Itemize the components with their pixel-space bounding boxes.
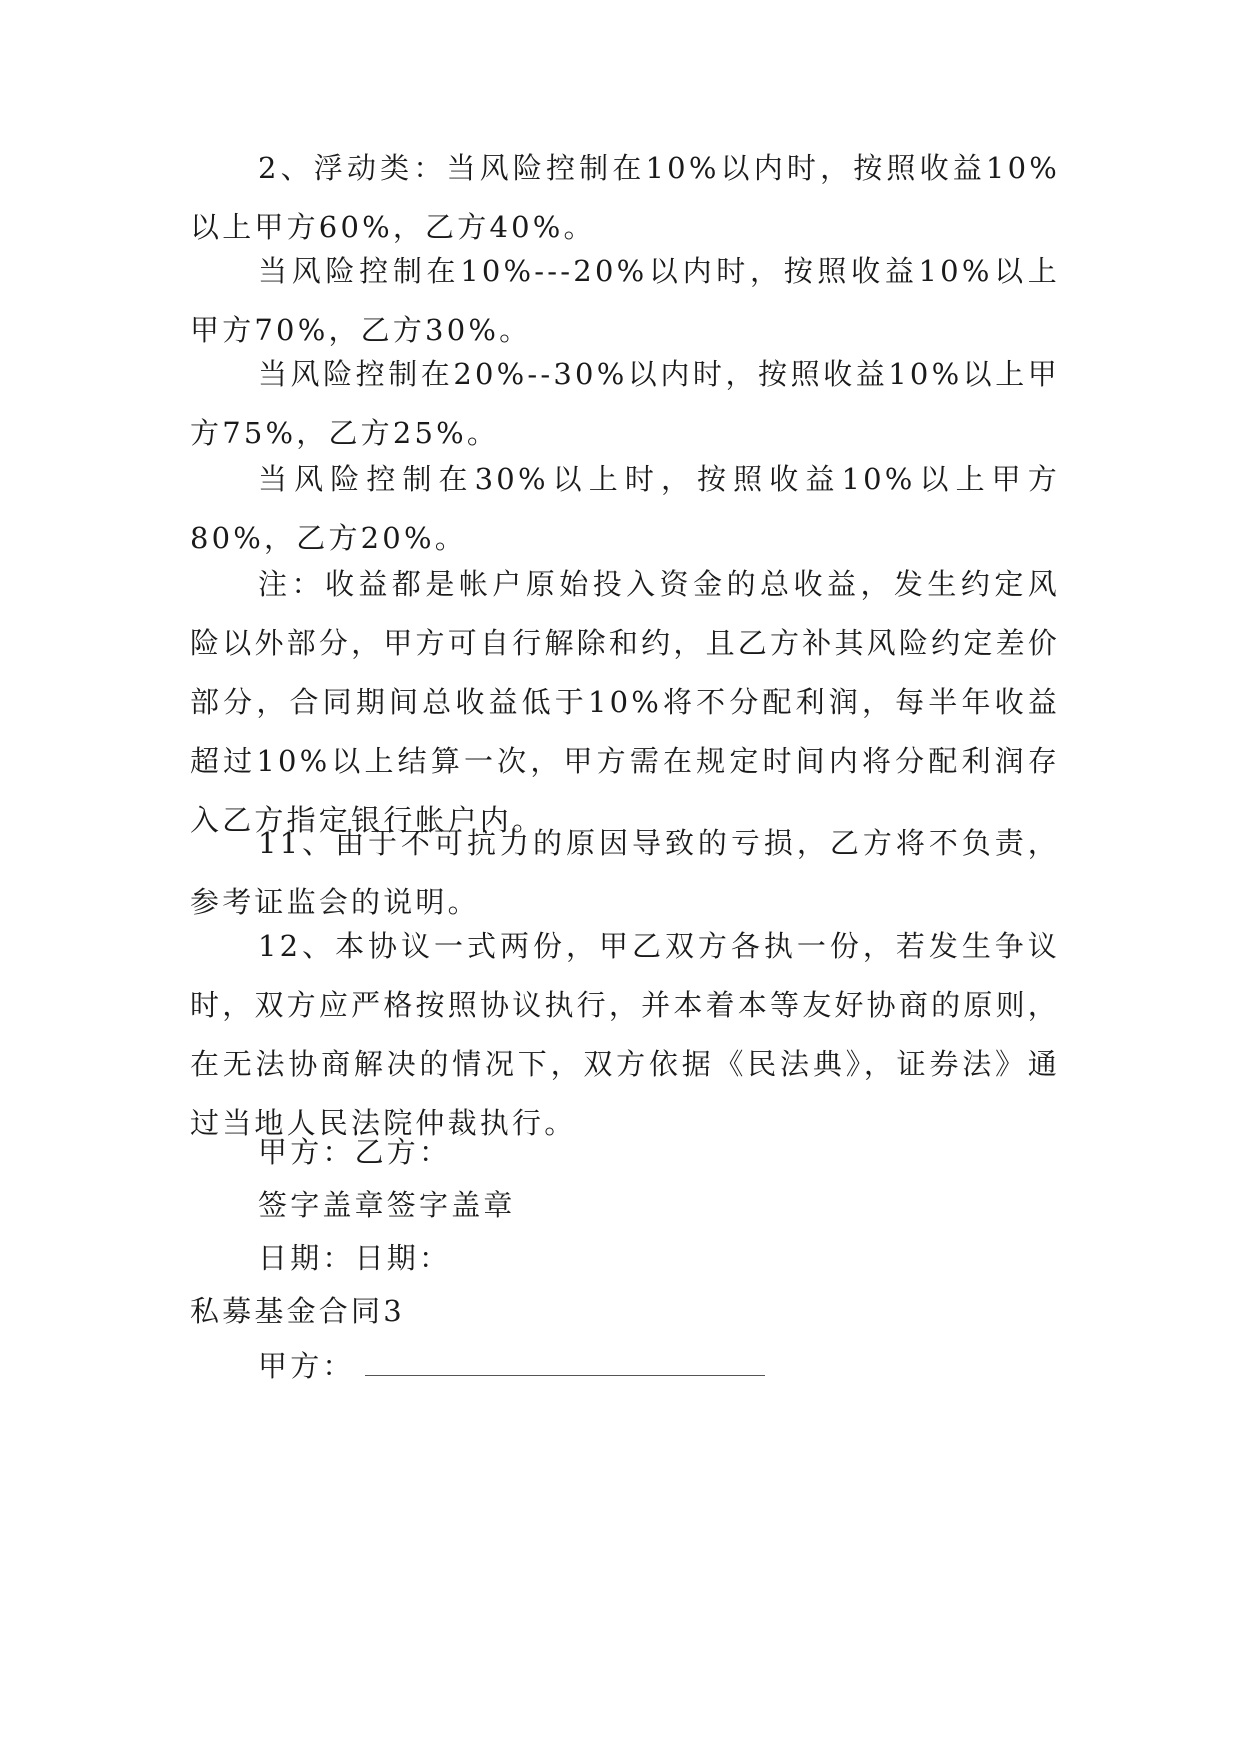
signature-date-line: 日期：日期： [258, 1241, 452, 1275]
paragraph-force-majeure: 11、由于不可抗力的原因导致的亏损，乙方将不负责，参考证监会的说明。 [190, 826, 1060, 919]
paragraph-risk-10-20: 当风险控制在10%---20%以内时，按照收益10%以上甲方70%，乙方30%。 [190, 254, 1060, 347]
party-a-field [258, 1337, 765, 1396]
party-a-blank-line [365, 1345, 765, 1376]
paragraph-note: 注：收益都是帐户原始投入资金的总收益，发生约定风险以外部分，甲方可自行解除和约，且乙方补其风险约定差价部分，合同期间总收益低于10%将不分配利润，每半年收益超过10%以上结算一次，甲方需在规定时间内将分配利润存入乙方指定银行帐户内。 [190, 567, 1060, 837]
party-a-label: 甲方： [258, 1349, 355, 1383]
section-title: 私募基金合同3 [190, 1294, 405, 1328]
paragraph-risk-20-30: 当风险控制在20%--30%以内时，按照收益10%以上甲方75%，乙方25%。 [190, 357, 1060, 450]
paragraph-risk-over-30: 当风险控制在30%以上时，按照收益10%以上甲方80%，乙方20%。 [190, 462, 1060, 555]
paragraph-floating-type: 2、浮动类：当风险控制在10%以内时，按照收益10%以上甲方60%，乙方40%。 [190, 151, 1060, 244]
signature-seal-line: 签字盖章签字盖章 [258, 1188, 516, 1222]
signature-parties-line: 甲方：乙方： [258, 1135, 452, 1169]
paragraph-copies-disputes: 12、本协议一式两份，甲乙双方各执一份，若发生争议时，双方应严格按照协议执行，并本着本等友好协商的原则，在无法协商解决的情况下，双方依据《民法典》，证券法》通过当地人民法院仲裁执行。 [190, 929, 1060, 1140]
